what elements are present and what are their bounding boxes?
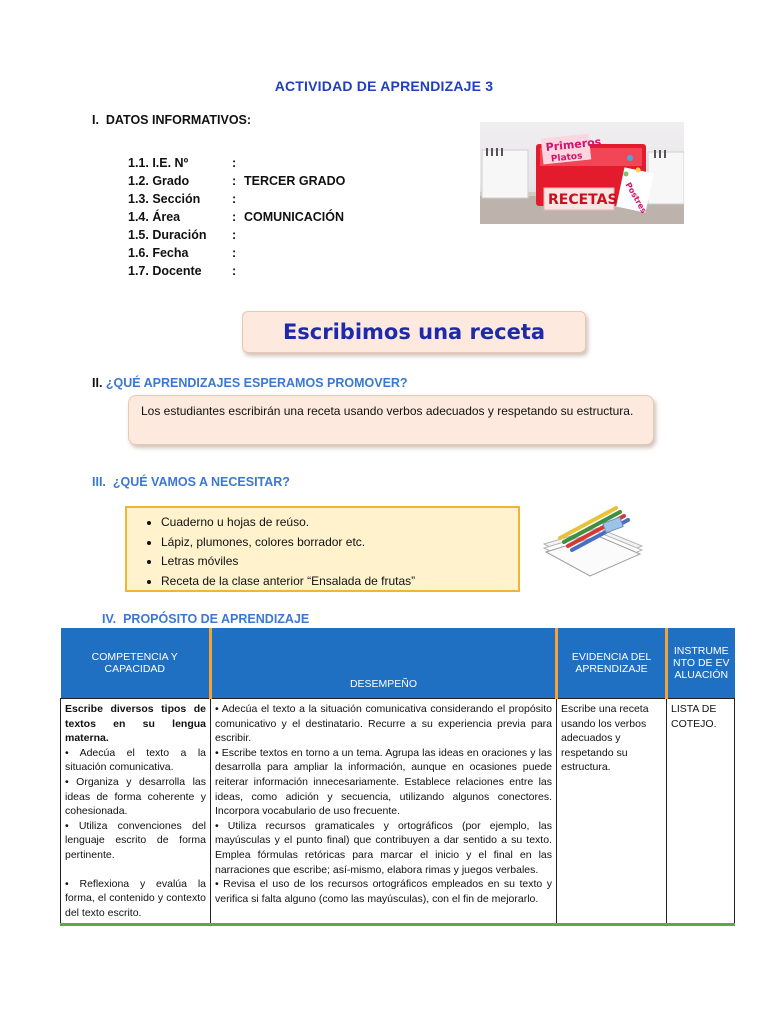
- capacidad-item: • Reflexiona y evalúa la forma, el contenido y contexto del texto escrito.: [65, 877, 206, 919]
- datos-list: [128, 154, 345, 280]
- table-header-row: [61, 628, 735, 699]
- list-item: • Cuaderno u hojas de reúso.: [161, 513, 518, 533]
- materials-box: [125, 506, 520, 592]
- info-sep: :: [232, 174, 237, 188]
- section-title: ¿QUÉ APRENDIZAJES ESPERAMOS PROMOVER?: [105, 376, 408, 390]
- info-label: 1.7. Docente: [128, 264, 202, 278]
- section-title: DATOS INFORMATIVOS:: [105, 113, 252, 127]
- desempeno-item: • Escribe textos en torno a un tema. Agrupa las ideas en oraciones y las desarrolla para ampliar la información, aunque en ocasiones puede reiterar información innecesariamente. Establece relaciones entre las ideas, como adición y secuencia, utilizando algunos conectores. Incorpora vocabulario de uso frecuente.: [215, 746, 552, 818]
- info-row: [128, 208, 345, 226]
- materials-list: [145, 513, 518, 591]
- section-proposito-heading: [102, 612, 309, 626]
- info-label: 1.3. Sección: [128, 192, 201, 206]
- section-number: II.: [92, 376, 103, 390]
- info-label: 1.2. Grado: [128, 174, 190, 188]
- section-title: ¿QUÉ VAMOS A NECESITAR?: [112, 475, 290, 489]
- info-row: [128, 244, 345, 262]
- info-sep: :: [232, 156, 237, 170]
- desempeno-item: • Utiliza recursos gramaticales y ortográficos (por ejemplo, las mayúsculas y el punto final) que contribuyen a dar sentido a su texto. Emplea fórmulas retóricas para marcar el inicio y el final en las narraciones que escribe; así-mismo, elabora rimas y juegos verbales.: [215, 819, 552, 876]
- info-label: 1.6. Fecha: [128, 246, 189, 260]
- info-row: [128, 190, 345, 208]
- recipe-box-illustration: [480, 122, 684, 224]
- info-row: [128, 172, 345, 190]
- desempeno-cell: [211, 699, 557, 925]
- competencia-title: Escribe diversos tipos de textos en su lengua materna.: [65, 703, 206, 745]
- info-sep: :: [232, 210, 237, 224]
- section-datos-heading: [92, 113, 251, 127]
- desempeno-item: • Revisa el uso de los recursos ortográficos empleados en su texto y verifica si falta alguno (como las mayúsculas), con el fin de mejorarlo.: [215, 878, 552, 905]
- info-row: [128, 154, 345, 172]
- section-number: III.: [92, 475, 106, 489]
- capacidad-item: • Utiliza convenciones del lenguaje escrito de forma pertinente.: [65, 819, 206, 861]
- section-necesitar-heading: [92, 475, 290, 489]
- desempeno-item: • Adecúa el texto a la situación comunicativa considerando el propósito comunicativo y el destinatario. Recurre a su experiencia previa para escribir.: [215, 703, 552, 745]
- list-item: • Receta de la clase anterior “Ensalada de frutas”: [161, 572, 518, 592]
- header-evidencia: EVIDENCIA DEL APRENDIZAJE: [557, 628, 667, 699]
- table-row: [61, 699, 735, 925]
- info-row: [128, 262, 345, 280]
- capacidad-item: • Organiza y desarrolla las ideas de forma coherente y cohesionada.: [65, 775, 206, 818]
- info-label: 1.5. Duración: [128, 228, 207, 242]
- info-sep: :: [232, 246, 237, 260]
- photo-primeros-text: Primeros: [545, 135, 602, 155]
- info-sep: :: [232, 264, 237, 278]
- photo-recetas-text: RECETAS: [548, 192, 618, 208]
- photo-platos-text: Platos: [550, 151, 583, 165]
- instrumento-cell: LISTA DE COTEJO.: [667, 699, 735, 925]
- activity-title: ACTIVIDAD DE APRENDIZAJE 3: [274, 78, 494, 94]
- header-desempeno: DESEMPEÑO: [211, 628, 557, 699]
- list-item: • Lápiz, plumones, colores borrador etc.: [161, 533, 518, 553]
- info-row: [128, 226, 345, 244]
- info-value: COMUNICACIÓN: [244, 210, 344, 224]
- competencia-cell: [61, 699, 211, 925]
- purpose-table: [60, 628, 735, 926]
- session-title-banner: Escribimos una receta: [242, 311, 586, 353]
- header-instrumento: INSTRUMENTO DE EVALUACIÓN: [667, 628, 735, 699]
- section-title: PROPÓSITO DE APRENDIZAJE: [123, 612, 310, 626]
- evidencia-cell: Escribe una receta usando los verbos adecuados y respetando su estructura.: [557, 699, 667, 925]
- paper-pencils-icon: [538, 494, 644, 578]
- capacidad-item: • Adecúa el texto a la situación comunicativa.: [65, 746, 206, 774]
- info-sep: :: [232, 228, 237, 242]
- learning-objective-box: Los estudiantes escribirán una receta usando verbos adecuados y respetando su estructura.: [128, 395, 654, 445]
- photo-postres-text: Postres: [623, 180, 649, 215]
- stationery-illustration: [538, 494, 644, 578]
- recipe-box-photo: [480, 122, 684, 224]
- list-item: • Letras móviles: [161, 552, 518, 572]
- info-label: 1.1. I.E. Nº: [128, 156, 189, 170]
- section-number: I.: [92, 113, 99, 127]
- section-number: IV.: [102, 612, 117, 626]
- info-value: TERCER GRADO: [244, 174, 346, 188]
- section-aprendizajes-heading: [92, 376, 408, 390]
- info-label: 1.4. Área: [128, 210, 181, 224]
- header-competencia: COMPETENCIA Y CAPACIDAD: [61, 628, 211, 699]
- info-sep: :: [232, 192, 237, 206]
